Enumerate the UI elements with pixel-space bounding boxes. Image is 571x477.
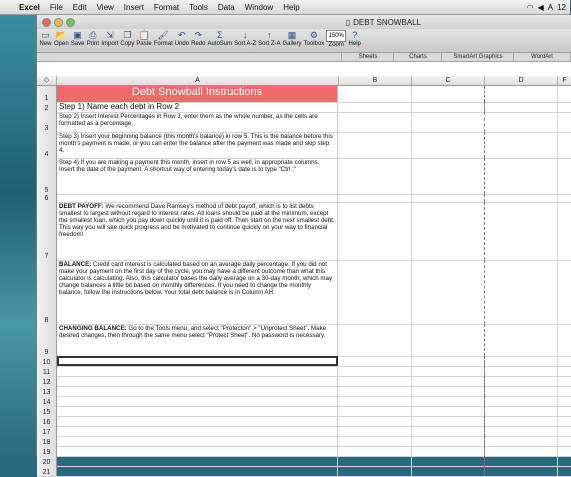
toolbar-label: Copy xyxy=(120,41,135,47)
undo-icon: ↶ xyxy=(178,30,186,40)
close-window-icon[interactable] xyxy=(42,18,51,27)
sheet-row-9 xyxy=(37,324,571,357)
toolbar-button-sort-z-a[interactable] xyxy=(258,29,280,48)
menu-window[interactable]: Window xyxy=(244,2,274,12)
column-header-b[interactable]: B xyxy=(339,76,412,85)
cell-d17[interactable] xyxy=(485,426,558,436)
sheet-row-7 xyxy=(37,202,571,261)
cell-a2-text: Step 1) Name each debt in Row 2 xyxy=(59,102,180,111)
toolbar-button-copy[interactable] xyxy=(120,29,134,48)
row-header-6[interactable]: 6 xyxy=(37,194,57,202)
cell-d13[interactable] xyxy=(485,386,558,396)
toolbar-button-save[interactable] xyxy=(71,29,85,48)
ribbon-tab-charts[interactable]: Charts xyxy=(393,53,442,61)
toolbar-button-toolbox[interactable] xyxy=(304,29,325,48)
cell-d6[interactable] xyxy=(485,194,558,202)
cell-a4-text: Step 3) Insert your beginning balance (this month's balance) in row 5. This is the balance before this month's payment is made, or you can enter the balance after the payment was made and skip step 4. xyxy=(59,133,333,155)
toolbar-button-paste[interactable] xyxy=(136,29,151,48)
column-header-bar xyxy=(37,76,571,86)
cell-d2[interactable] xyxy=(485,102,558,112)
toolbar-label: Toolbox xyxy=(303,41,325,47)
cell-b21[interactable] xyxy=(339,466,412,476)
import-icon: ⇲ xyxy=(106,30,114,40)
cell-c17[interactable] xyxy=(412,426,485,436)
cell-c15[interactable] xyxy=(412,406,485,416)
volume-icon[interactable]: ◀ xyxy=(537,2,544,12)
row-header-20[interactable]: 20 xyxy=(37,456,57,466)
cell-a5[interactable] xyxy=(57,158,338,194)
cell-a3-text: Step 2) Insert Interest Percentages in Row 3, enter them as the whole number, as the cells are formatted as a percentage. xyxy=(59,113,318,128)
cell-a7-heading: DEBT PAYOFF: xyxy=(59,203,104,210)
toolbar-button-print[interactable] xyxy=(86,29,99,48)
cell-a16[interactable] xyxy=(57,416,338,426)
menu-file[interactable]: File xyxy=(49,2,63,12)
cell-d16[interactable] xyxy=(485,416,558,426)
window-controls xyxy=(37,18,75,27)
cell-a20[interactable] xyxy=(57,456,338,466)
cell-b6[interactable] xyxy=(339,194,412,202)
cell-a17[interactable] xyxy=(57,426,338,436)
cell-c7[interactable] xyxy=(412,202,485,260)
column-header-a[interactable]: A xyxy=(57,76,339,85)
toolbar-label: Redo xyxy=(191,41,206,47)
row-header-1[interactable]: 1 xyxy=(37,86,57,102)
cell-a4[interactable] xyxy=(57,132,338,158)
column-header-d[interactable]: D xyxy=(485,76,558,85)
select-all-corner[interactable]: ◇ xyxy=(37,76,57,85)
toolbar-button-sort-a-z[interactable] xyxy=(234,29,256,48)
cell-a1-text: Debt Snowball Instructions xyxy=(131,86,263,98)
mac-menubar xyxy=(0,0,570,15)
row-header-16[interactable]: 16 xyxy=(37,416,57,426)
cell-c2[interactable] xyxy=(412,102,485,112)
cell-d12[interactable] xyxy=(485,376,558,386)
sheet-row-8 xyxy=(37,260,571,325)
cell-c12[interactable] xyxy=(412,376,485,386)
toolbar-button-new[interactable] xyxy=(39,29,52,48)
cell-c5[interactable] xyxy=(412,158,485,194)
autosum-icon: Σ xyxy=(217,30,223,40)
cell-b14[interactable] xyxy=(339,396,412,406)
menu-data[interactable]: Data xyxy=(217,2,235,12)
toolbar-label: Help xyxy=(348,41,361,47)
cell-b17[interactable] xyxy=(339,426,412,436)
open-icon: 📂 xyxy=(55,30,67,40)
gallery-icon: ▦ xyxy=(287,30,297,40)
cell-a11[interactable] xyxy=(57,366,338,376)
toolbar-button-undo[interactable] xyxy=(175,29,189,48)
row-header-13[interactable]: 13 xyxy=(37,386,57,396)
cell-c9[interactable] xyxy=(412,324,485,356)
redo-icon: ↷ xyxy=(194,30,203,40)
cell-c18[interactable] xyxy=(412,436,485,446)
toolbar-button-help[interactable] xyxy=(348,29,361,48)
cell-d11[interactable] xyxy=(485,366,558,376)
help-icon: ? xyxy=(352,30,358,40)
worksheet-grid xyxy=(37,86,571,476)
column-header-f[interactable]: F xyxy=(562,77,567,84)
toolbar-label: Zoom xyxy=(328,42,344,48)
cell-c10[interactable] xyxy=(412,356,485,366)
row-header-14[interactable]: 14 xyxy=(37,396,57,406)
cell-b20[interactable] xyxy=(339,456,412,466)
cell-d5[interactable] xyxy=(485,158,558,194)
toolbar-label: AutoSum xyxy=(207,41,233,47)
cell-c4[interactable] xyxy=(412,132,485,158)
sheet-row-21 xyxy=(37,466,571,477)
desktop-background xyxy=(0,15,38,456)
cell-b5[interactable] xyxy=(339,158,412,194)
save-icon: ▣ xyxy=(73,30,82,40)
row-header-8[interactable]: 8 xyxy=(37,260,57,324)
menu-edit[interactable]: Edit xyxy=(72,2,87,12)
toolbar-label: Undo xyxy=(174,41,190,47)
row-header-19[interactable]: 19 xyxy=(37,446,57,456)
toolbar-label: New xyxy=(39,41,52,47)
cell-d7[interactable] xyxy=(485,202,558,260)
cell-a6[interactable] xyxy=(57,194,338,202)
cell-b8[interactable] xyxy=(339,260,412,324)
cell-c11[interactable] xyxy=(412,366,485,376)
document-icon: ▯ xyxy=(345,17,351,27)
cell-b11[interactable] xyxy=(339,366,412,376)
sheet-row-4 xyxy=(37,132,571,159)
cell-d10[interactable] xyxy=(485,356,558,366)
format-painter-icon: 🖌 xyxy=(157,30,169,40)
cell-c1[interactable] xyxy=(412,86,485,102)
cell-a15[interactable] xyxy=(57,406,338,416)
cell-a3[interactable] xyxy=(57,112,338,132)
standard-toolbar xyxy=(37,29,571,53)
cell-a12[interactable] xyxy=(57,376,338,386)
toolbar-label: Sort A-Z xyxy=(234,41,257,47)
toolbar-label: Open xyxy=(54,41,69,47)
row-header-11[interactable]: 11 xyxy=(37,366,57,376)
cell-b4[interactable] xyxy=(339,132,412,158)
zoom-icon: 150% xyxy=(326,30,346,42)
cell-a7-text: We recommend Dave Ramsey's method of debt payoff, which is to list debts smallest to largest without regard to interest rates. All loans should be paid at the minimum, except the smallest loan, which you pay down quickly until it is paid off. Then start on the next smallest debt. This way you will see quick progress and be motivated to continue quickly on your way to financial freedom! xyxy=(59,203,335,239)
ribbon-tab-sheets[interactable]: Sheets xyxy=(341,53,394,61)
print-icon: ⎙ xyxy=(89,30,97,40)
cell-b1[interactable] xyxy=(339,86,412,102)
sort-za-icon: ↑ xyxy=(267,30,272,40)
input-source-indicator[interactable]: A xyxy=(547,2,554,12)
toolbar-label: Format xyxy=(153,41,173,47)
cell-a7[interactable] xyxy=(57,202,338,260)
menu-help[interactable]: Help xyxy=(283,2,300,12)
row-header-7[interactable]: 7 xyxy=(37,202,57,260)
cell-a9[interactable] xyxy=(57,324,338,356)
cell-d18[interactable] xyxy=(485,436,558,446)
excel-window xyxy=(36,15,571,476)
cell-c19[interactable] xyxy=(412,446,485,456)
copy-icon: ❐ xyxy=(123,30,132,40)
cell-b2[interactable] xyxy=(339,102,412,112)
cell-d19[interactable] xyxy=(485,446,558,456)
toolbar-button-redo[interactable] xyxy=(191,29,205,48)
cell-b13[interactable] xyxy=(339,386,412,396)
cell-b3[interactable] xyxy=(339,112,412,132)
cell-a8[interactable] xyxy=(57,260,338,324)
cell-d4[interactable] xyxy=(485,132,558,158)
ribbon-tab-smartart[interactable]: SmartArt Graphics xyxy=(441,53,514,61)
cell-b18[interactable] xyxy=(339,436,412,446)
window-titlebar xyxy=(37,15,571,29)
cell-a9-heading: CHANGING BALANCE: xyxy=(59,325,127,332)
cell-a2[interactable] xyxy=(57,102,338,112)
toolbar-button-zoom[interactable] xyxy=(326,29,346,49)
toolbar-label: Paste xyxy=(136,41,152,47)
cell-a21[interactable] xyxy=(57,466,338,476)
menu-format[interactable]: Format xyxy=(153,2,180,12)
sheet-row-5 xyxy=(37,158,571,195)
menu-insert[interactable]: Insert xyxy=(123,2,144,12)
cell-d21[interactable] xyxy=(485,466,558,476)
cell-a10[interactable] xyxy=(57,356,338,366)
row-header-3[interactable]: 3 xyxy=(37,112,57,132)
cell-d14[interactable] xyxy=(485,396,558,406)
row-header-17[interactable]: 17 xyxy=(37,426,57,436)
column-header-c[interactable]: C xyxy=(412,76,485,85)
new-icon: ▭ xyxy=(41,30,50,40)
cell-d1[interactable] xyxy=(485,86,558,102)
menubar-status-number: 12 xyxy=(557,2,566,12)
toolbar-label: Save xyxy=(70,41,85,47)
cell-d8[interactable] xyxy=(485,260,558,324)
cell-c8[interactable] xyxy=(412,260,485,324)
cell-b15[interactable] xyxy=(339,406,412,416)
cell-c13[interactable] xyxy=(412,386,485,396)
window-title xyxy=(346,18,421,27)
cell-c21[interactable] xyxy=(412,466,485,476)
toolbar-button-open[interactable] xyxy=(54,29,69,48)
toolbar-button-import[interactable] xyxy=(101,29,118,48)
menu-view[interactable]: View xyxy=(96,2,114,12)
cell-a13[interactable] xyxy=(57,386,338,396)
minimize-window-icon[interactable] xyxy=(54,18,63,27)
cell-a9-text: Go to the Tools menu, and select "Protecton" > "Unprotect Sheet". Make desired changes, then through the same menu select "Protect Sheet". No password is necessary. xyxy=(59,325,327,340)
ribbon-tabs xyxy=(37,53,571,62)
ribbon-tab-wordart[interactable]: WordArt xyxy=(513,53,571,61)
menu-app-name[interactable]: Excel xyxy=(19,2,40,12)
cell-c14[interactable] xyxy=(412,396,485,406)
sheet-row-3 xyxy=(37,112,571,133)
cell-a19[interactable] xyxy=(57,446,338,456)
toolbar-button-format[interactable] xyxy=(154,29,173,48)
sheet-row-1 xyxy=(37,86,571,103)
cell-a14[interactable] xyxy=(57,396,338,406)
cell-a8-heading: BALANCE: xyxy=(59,261,92,268)
cell-c3[interactable] xyxy=(412,112,485,132)
cell-c16[interactable] xyxy=(412,416,485,426)
row-header-12[interactable]: 12 xyxy=(37,376,57,386)
zoom-window-icon[interactable] xyxy=(66,18,75,27)
cell-c20[interactable] xyxy=(412,456,485,466)
row-header-10[interactable]: 10 xyxy=(37,356,57,366)
cell-c6[interactable] xyxy=(412,194,485,202)
menu-tools[interactable]: Tools xyxy=(189,2,208,12)
toolbar-label: Import xyxy=(101,41,119,47)
cell-d20[interactable] xyxy=(485,456,558,466)
paste-icon: 📋 xyxy=(138,30,150,40)
row-header-15[interactable]: 15 xyxy=(37,406,57,416)
toolbar-label: Sort Z-A xyxy=(258,41,281,47)
row-header-4[interactable]: 4 xyxy=(37,132,57,158)
cell-a18[interactable] xyxy=(57,436,338,446)
toolbar-label: Print xyxy=(86,41,100,47)
row-header-5[interactable]: 5 xyxy=(37,158,57,194)
sort-az-icon: ↓ xyxy=(242,30,248,40)
window-title-text: DEBT SNOWBALL xyxy=(353,17,421,27)
cell-d15[interactable] xyxy=(485,406,558,416)
cell-a8-text: Credit card interest is calculated based on an average daily percentage. If you did not make your payment on the first day of the cycle, you may have a different outcome than what this calculator is calculating. Also, this calculator bases the daily average on a 30-day month, which may change balances a little bit based on monthly differences. If you need to change the monthly balance, follow the instructions below. Your total debt balance is in Column AH. xyxy=(59,261,333,297)
cell-b12[interactable] xyxy=(339,376,412,386)
wifi-icon[interactable]: ◠ xyxy=(526,2,534,12)
cell-a1[interactable] xyxy=(57,86,338,102)
cell-a5-text: Step 4) If you are making a payment this month, insert in row 5 as well, in appropriate columns. Insert the date of the payment. A shortcut way of entering today's date is to type "Ctrl ;" xyxy=(59,159,320,174)
toolbox-icon: ⚙ xyxy=(309,30,318,40)
toolbar-label: Gallery xyxy=(282,41,302,47)
toolbar-button-gallery[interactable] xyxy=(283,29,302,48)
row-header-21[interactable]: 21 xyxy=(37,466,57,476)
row-header-9[interactable]: 9 xyxy=(37,324,57,356)
row-header-2[interactable]: 2 xyxy=(37,102,57,112)
row-header-18[interactable]: 18 xyxy=(37,436,57,446)
cell-b10[interactable] xyxy=(339,356,412,366)
cell-b16[interactable] xyxy=(339,416,412,426)
toolbar-button-autosum[interactable] xyxy=(207,29,232,48)
cell-d3[interactable] xyxy=(485,112,558,132)
cell-d9[interactable] xyxy=(485,324,558,356)
cell-b19[interactable] xyxy=(339,446,412,456)
cell-b9[interactable] xyxy=(339,324,412,356)
cell-b7[interactable] xyxy=(339,202,412,260)
